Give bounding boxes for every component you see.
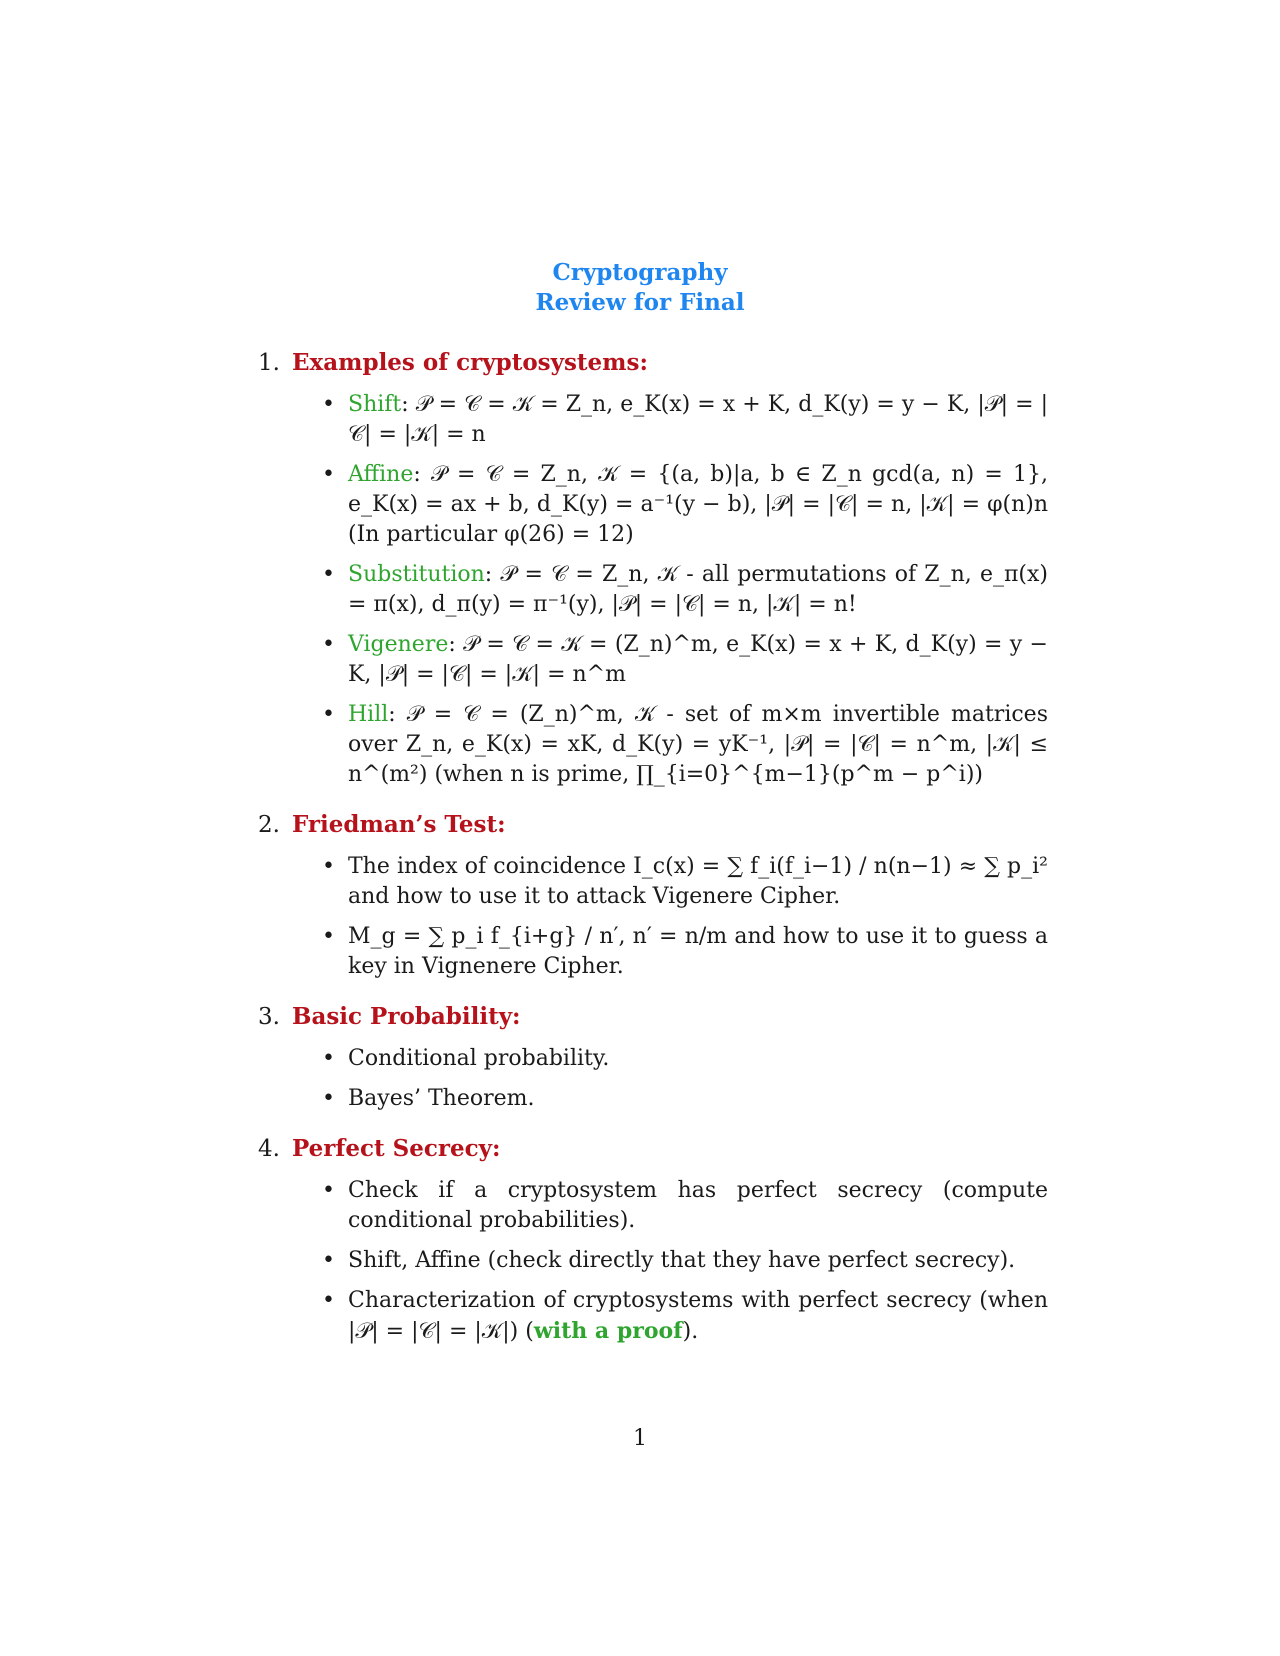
section-title: Examples of cryptosystems: bbox=[292, 349, 648, 376]
document-subtitle: Review for Final bbox=[535, 289, 745, 316]
cipher-name: Shift bbox=[348, 392, 402, 417]
list-item bbox=[348, 560, 1048, 620]
bullet-list bbox=[258, 1044, 1048, 1114]
section-number: 3. bbox=[258, 1004, 280, 1030]
item-text: : 𝒫 = 𝒞 = 𝒦 = (Z_n)^m, e_K(x) = x + K, d_K(y) = y − K, |𝒫| = |𝒞| = |𝒦| = n^m bbox=[348, 632, 1048, 687]
list-item: • The index of coincidence I_c(x) = ∑ f_i(f_i−1) / n(n−1) ≈ ∑ p_i² and how to use it to attack Vigenere Cipher. bbox=[348, 852, 1048, 912]
list-item: • Conditional probability. bbox=[348, 1044, 1048, 1074]
item-text: : 𝒫 = 𝒞 = (Z_n)^m, 𝒦 - set of m×m invertible matrices over Z_n, e_K(x) = xK, d_K(y) = yK⁻¹, |𝒫| = |𝒞| = n^m, |𝒦| ≤ n^(m²) (when n is prime, ∏_{i=0}^{m−1}(p^m − p^i)) bbox=[348, 702, 1048, 787]
section-number: 1. bbox=[258, 350, 280, 376]
review-list bbox=[258, 348, 1048, 1367]
section-title: Perfect Secrecy: bbox=[292, 1135, 501, 1162]
list-item bbox=[348, 700, 1048, 790]
list-item: • Shift, Affine (check directly that they have perfect secrecy). bbox=[348, 1246, 1048, 1276]
section-number: 2. bbox=[258, 812, 280, 838]
section-title: Basic Probability: bbox=[292, 1003, 521, 1030]
list-item bbox=[348, 630, 1048, 690]
page-number: 1 bbox=[633, 1426, 647, 1451]
cipher-name: Vigenere bbox=[348, 632, 449, 657]
cipher-name: Affine bbox=[348, 462, 414, 487]
list-item bbox=[348, 460, 1048, 550]
cipher-name: Substitution bbox=[348, 562, 485, 587]
section-title: Friedman’s Test: bbox=[292, 811, 506, 838]
section-friedman bbox=[258, 810, 1048, 982]
section-examples bbox=[258, 348, 1048, 790]
section-probability bbox=[258, 1002, 1048, 1114]
bullet-list bbox=[258, 852, 1048, 982]
list-item bbox=[348, 390, 1048, 450]
item-text: Characterization of cryptosystems with perfect secrecy (when |𝒫| = |𝒞| = |𝒦|) ( bbox=[348, 1288, 1048, 1344]
list-item: • Check if a cryptosystem has perfect secrecy (compute conditional probabilities). bbox=[348, 1176, 1048, 1236]
title-block bbox=[0, 258, 1280, 318]
list-item bbox=[348, 1286, 1048, 1347]
section-heading bbox=[258, 1002, 1048, 1032]
item-text: : 𝒫 = 𝒞 = Z_n, 𝒦 = {(a, b)|a, b ∈ Z_n gcd(a, n) = 1}, e_K(x) = ax + b, d_K(y) = a⁻¹(y − b), |𝒫| = |𝒞| = n, |𝒦| = φ(n)n (In particular φ(26) = 12) bbox=[348, 462, 1048, 547]
item-text: : 𝒫 = 𝒞 = Z_n, 𝒦 - all permutations of Z_n, e_π(x) = π(x), d_π(y) = π⁻¹(y), |𝒫| = |𝒞| = n, |𝒦| = n! bbox=[348, 562, 1048, 617]
list-item: • Bayes’ Theorem. bbox=[348, 1084, 1048, 1114]
item-text: : 𝒫 = 𝒞 = 𝒦 = Z_n, e_K(x) = x + K, d_K(y) = y − K, |𝒫| = |𝒞| = |𝒦| = n bbox=[348, 392, 1048, 447]
document-title: Cryptography bbox=[552, 259, 728, 286]
section-perfect-secrecy bbox=[258, 1134, 1048, 1347]
bullet-list bbox=[258, 1176, 1048, 1347]
emphasis-text: with a proof bbox=[533, 1318, 683, 1344]
item-text-tail: ). bbox=[682, 1319, 699, 1344]
section-number: 4. bbox=[258, 1136, 280, 1162]
bullet-list bbox=[258, 390, 1048, 790]
section-heading bbox=[258, 810, 1048, 840]
cipher-name: Hill bbox=[348, 702, 389, 727]
section-heading bbox=[258, 348, 1048, 378]
list-item: • M_g = ∑ p_i f_{i+g} / n′, n′ = n/m and how to use it to guess a key in Vignenere Cipher. bbox=[348, 922, 1048, 982]
section-heading bbox=[258, 1134, 1048, 1164]
